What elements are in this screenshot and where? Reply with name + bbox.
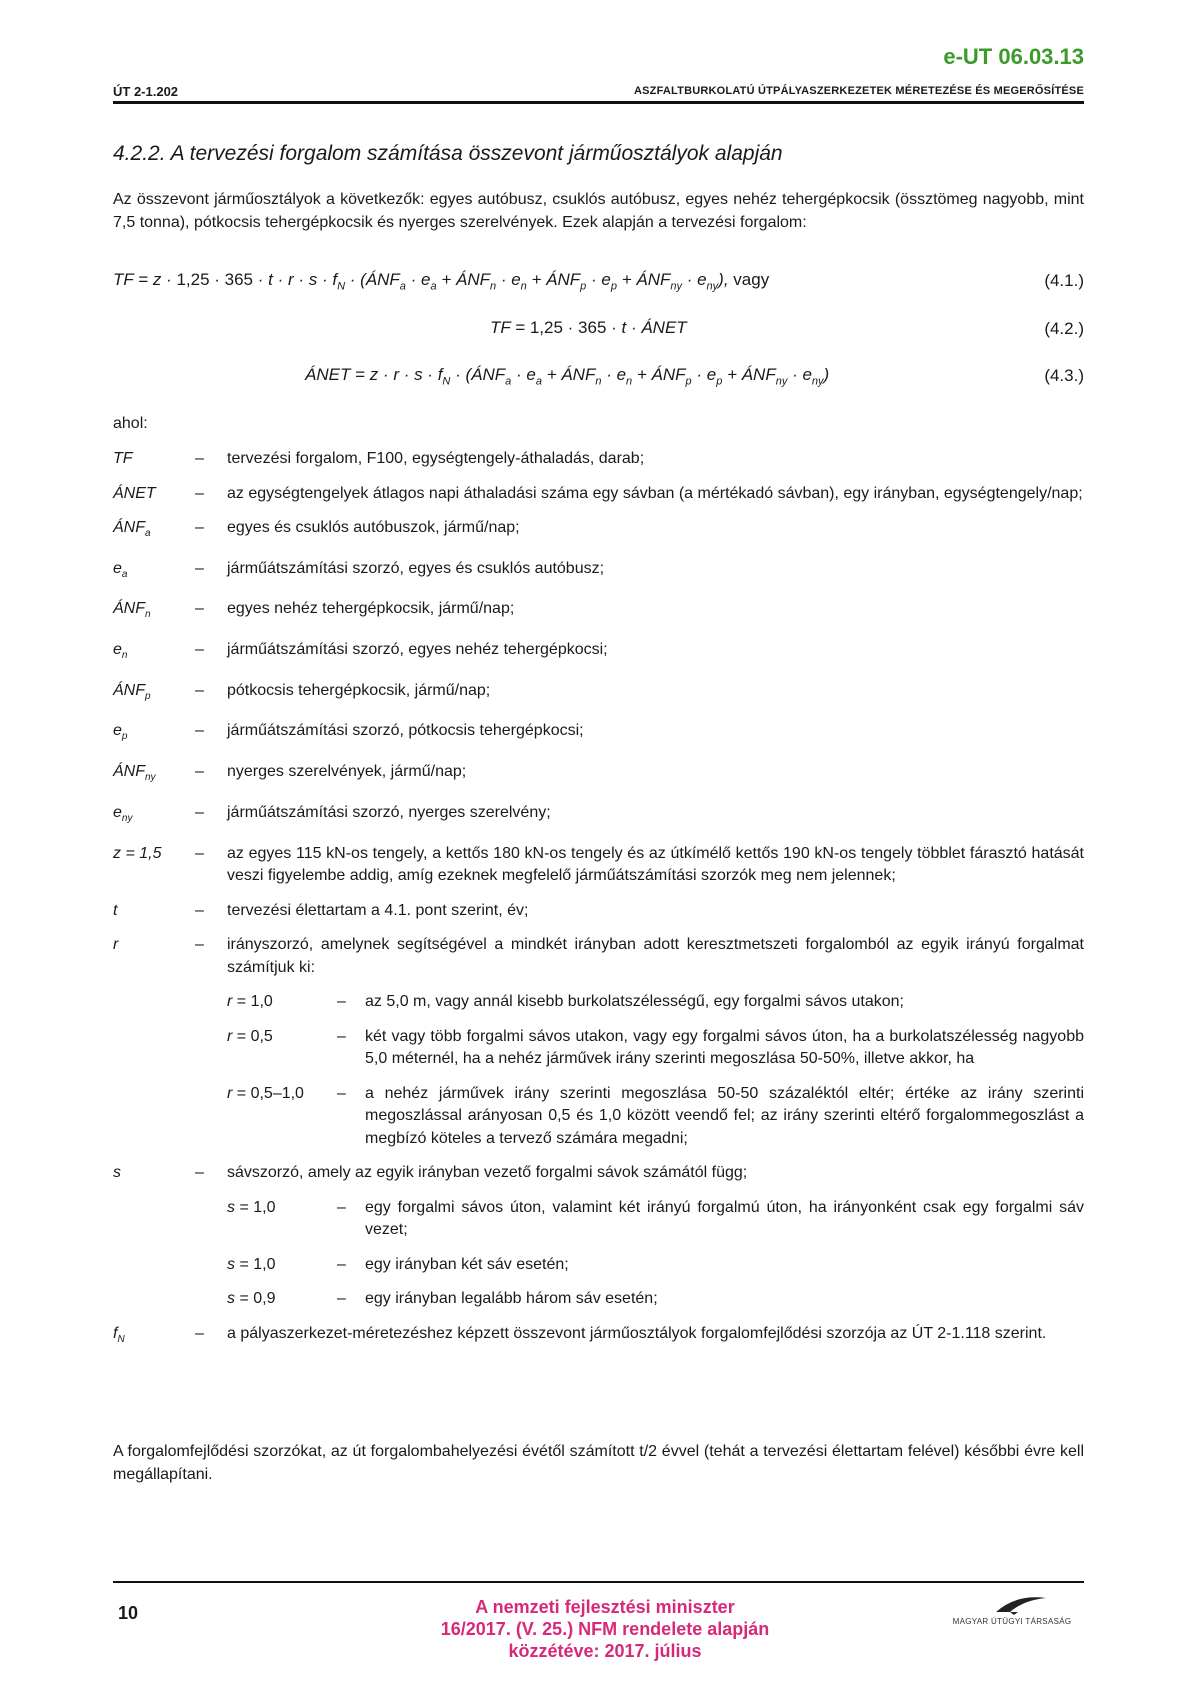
logo-mark-icon	[938, 1592, 1086, 1616]
definition-item	[113, 1323, 1084, 1352]
definition-text: az egységtengelyek átlagos napi áthaladási száma egy sávban (a mértékadó sávban), egy irányban, egységtengely/nap;	[227, 484, 1083, 502]
running-header	[113, 84, 1084, 104]
definition-item	[113, 934, 1084, 979]
r-value-text: az 5,0 m, vagy annál kisebb burkolatszélességű, egy forgalmi sávos utakon;	[365, 993, 904, 1010]
closing-paragraph: A forgalomfejlődési szorzókat, az út forgalombahelyezési évétől számított t/2 évvel (tehát a tervezési élettartam felével) későbbi évre kell megállapítani.	[113, 1443, 1084, 1483]
definition-text: tervezési forgalom, F100, egységtengely-áthaladás, darab;	[227, 450, 645, 467]
definition-symbol: $e_p$	[113, 722, 128, 743]
definition-text: egyes nehéz tehergépkocsik, jármű/nap;	[227, 600, 515, 618]
definition-symbol: $e_{ny}$	[113, 803, 133, 824]
definition-dash: –	[195, 722, 204, 740]
definition-symbol: z = 1,5	[113, 844, 162, 862]
definition-symbol: r	[113, 936, 119, 953]
r-value-dash: –	[337, 993, 346, 1010]
definition-symbol: t	[113, 901, 118, 919]
definition-text: járműátszámítási szorzó, egyes és csuklós autóbusz;	[227, 559, 605, 577]
r-value-text: a nehéz járművek irány szerinti megoszlása 50-50 százaléktól eltér; értéke az irány szerinti megoszlással arányosan 0,5 és 1,0 között veendő fel; az irány szerinti eltérő forgalommegoszlást a megbízó köteles a tervező számára megadni;	[365, 1084, 1084, 1147]
publication-line-2: 16/2017. (V. 25.) NFM rendelete alapján	[440, 1619, 770, 1639]
r-value-dash: –	[337, 1084, 346, 1102]
definition-dash: –	[195, 559, 204, 577]
definition-symbol: $e_a$	[113, 559, 128, 580]
r-value-dash: –	[337, 1027, 346, 1045]
definition-dash: –	[195, 763, 204, 781]
footer-rule	[113, 1581, 1084, 1583]
s-value-symbol: s = 0,9	[227, 1290, 276, 1307]
definition-dash: –	[195, 681, 204, 699]
definition-symbol: $ÁNF_{ny}$	[113, 763, 156, 784]
definition-text: járműátszámítási szorzó, egyes nehéz tehergépkocsi;	[227, 641, 608, 659]
s-value-item	[227, 1254, 1084, 1277]
equation-4-1: TF = $z \cdot 1,25 \cdot 365 \cdot t \cdot r \cdot s \cdot f_N$ · ($ÁNF_a \cdot e_a$ + $ÁNF_n \cdot e_n$ + $ÁNF_p \cdot e_p$ + $ÁNF_{ny} \cdot e_{ny}$), vagy	[113, 270, 770, 293]
publication-note	[395, 1596, 815, 1662]
definition-dash: –	[195, 844, 204, 862]
r-value-symbol: r = 0,5–1,0	[227, 1084, 304, 1102]
definition-symbol: s	[113, 1164, 121, 1181]
definition-dash: –	[195, 803, 204, 821]
definition-dash: –	[195, 936, 204, 953]
header-standard-id: ÚT 2-1.202	[113, 84, 179, 99]
definition-symbol: TF	[113, 450, 133, 467]
definition-text: járműátszámítási szorzó, nyerges szerelvény;	[227, 803, 551, 821]
equation-4-2: TF = 1,25 · 365 · t · ÁNET	[490, 318, 687, 337]
r-value-item	[227, 1083, 1084, 1151]
s-value-item	[227, 1197, 1084, 1242]
document-code: e-UT 06.03.13	[943, 44, 1084, 69]
definition-dash: –	[195, 519, 204, 536]
header-document-title: ASZFALTBURKOLATÚ ÚTPÁLYASZERKEZETEK MÉRETEZÉSE ÉS MEGERŐSÍTÉSE	[634, 85, 1084, 97]
definition-item	[113, 639, 1084, 668]
definition-item	[113, 843, 1084, 888]
society-logo	[938, 1592, 1086, 1626]
definition-item	[113, 1162, 1084, 1185]
definition-symbol: $e_n$	[113, 641, 128, 662]
equation-4-3: ÁNET = $z \cdot r \cdot s \cdot f_N$ · ($ÁNF_a \cdot e_a$ + $ÁNF_n \cdot e_n$ + $ÁNF_p \cdot e_p$ + $ÁNF_{ny} \cdot e_{ny}$)	[305, 365, 830, 388]
r-value-symbol: r = 0,5	[227, 1027, 273, 1045]
definition-dash: –	[195, 600, 204, 618]
definition-symbol: $ÁNF_p$	[113, 681, 151, 702]
definition-item	[113, 680, 1084, 709]
definition-text: pótkocsis tehergépkocsik, jármű/nap;	[227, 681, 491, 699]
definition-dash: –	[195, 901, 204, 919]
definition-symbol: ÁNET	[113, 484, 156, 502]
definition-item	[113, 483, 1084, 506]
definition-item	[113, 558, 1084, 587]
definitions-list	[113, 448, 1084, 1363]
equation-number-4-1: (4.1.)	[1044, 271, 1084, 290]
definition-dash: –	[195, 641, 204, 659]
definition-item	[113, 900, 1084, 923]
logo-text: MAGYAR ÚTÜGYI TÁRSASÁG	[952, 1617, 1072, 1626]
where-label: ahol:	[113, 415, 148, 432]
definition-dash: –	[195, 1324, 204, 1342]
definition-dash: –	[195, 484, 204, 502]
s-value-symbol: s = 1,0	[227, 1198, 276, 1216]
definition-text: járműátszámítási szorzó, pótkocsis tehergépkocsi;	[227, 722, 584, 740]
definition-text: egyes és csuklós autóbuszok, jármű/nap;	[227, 519, 520, 536]
s-value-text: egy irányban legalább három sáv esetén;	[365, 1290, 658, 1307]
definition-item	[113, 720, 1084, 749]
r-value-text: két vagy több forgalmi sávos utakon, vagy egy forgalmi sávos úton, ha a burkolatszélesség nagyobb 5,0 méternél, ha a nehéz járművek irány szerinti megoszlása 50-50%, illetve akkor, ha	[365, 1027, 1084, 1067]
definition-text: a pályaszerkezet-méretezéshez képzett összevont járműosztályok forgalomfejlődési szorzója az ÚT 2-1.118 szerint.	[227, 1324, 1047, 1342]
intro-paragraph: Az összevont járműosztályok a következők: egyes autóbusz, csuklós autóbusz, egyes nehéz tehergépkocsik (össztömeg nagyobb, mint 7,5 tonna), pótkocsis tehergépkocsik és nyerges szerelvények. Ezek alapján a tervezési forgalom:	[113, 191, 1084, 231]
s-value-text: egy forgalmi sávos úton, valamint két irányú forgalmú úton, ha irányonként csak egy forgalmi sáv vezet;	[365, 1198, 1084, 1238]
definition-item	[113, 802, 1084, 831]
s-value-dash: –	[337, 1255, 346, 1273]
definition-symbol: $f_N$	[113, 1324, 125, 1345]
definition-item	[113, 517, 1084, 546]
page-number: 10	[118, 1603, 139, 1623]
equation-or: vagy	[733, 270, 770, 289]
definition-text: az egyes 115 kN-os tengely, a kettős 180 kN-os tengely és az útkímélő kettős 190 kN-os tengely többlet fárasztó hatását veszi figyelembe addig, amíg ezeknek megfelelő járműátszámítási szorzók meg nem jelennek;	[227, 844, 1084, 884]
s-value-symbol: s = 1,0	[227, 1255, 276, 1273]
definition-dash: –	[195, 1164, 204, 1181]
definition-text: tervezési élettartam a 4.1. pont szerint, év;	[227, 901, 529, 919]
r-value-item	[227, 1026, 1084, 1071]
definition-text: nyerges szerelvények, jármű/nap;	[227, 763, 467, 781]
definition-text: sávszorzó, amely az egyik irányban vezető forgalmi sávok számától függ;	[227, 1164, 748, 1181]
r-value-item	[227, 991, 1084, 1014]
s-value-dash: –	[337, 1290, 346, 1307]
section-title: 4.2.2. A tervezési forgalom számítása összevont járműosztályok alapján	[113, 142, 783, 165]
s-value-item	[227, 1288, 1084, 1311]
definition-item	[113, 761, 1084, 790]
definition-symbol: $ÁNF_n$	[113, 600, 151, 621]
s-value-text: egy irányban két sáv esetén;	[365, 1255, 569, 1273]
equation-number-4-2: (4.2.)	[1044, 319, 1084, 338]
s-value-dash: –	[337, 1198, 346, 1216]
definition-symbol: $ÁNF_a$	[113, 519, 151, 540]
publication-line-3: közzétéve: 2017. július	[508, 1641, 702, 1661]
definition-text: irányszorzó, amelynek segítségével a mindkét irányban adott keresztmetszeti forgalomból az egyik irányú forgalmat számítjuk ki:	[227, 936, 1084, 976]
publication-line-1: A nemzeti fejlesztési miniszter	[475, 1597, 735, 1617]
definition-item	[113, 448, 1084, 471]
equation-number-4-3: (4.3.)	[1044, 366, 1084, 385]
definition-item	[113, 598, 1084, 627]
r-value-symbol: r = 1,0	[227, 993, 273, 1010]
definition-dash: –	[195, 450, 204, 467]
